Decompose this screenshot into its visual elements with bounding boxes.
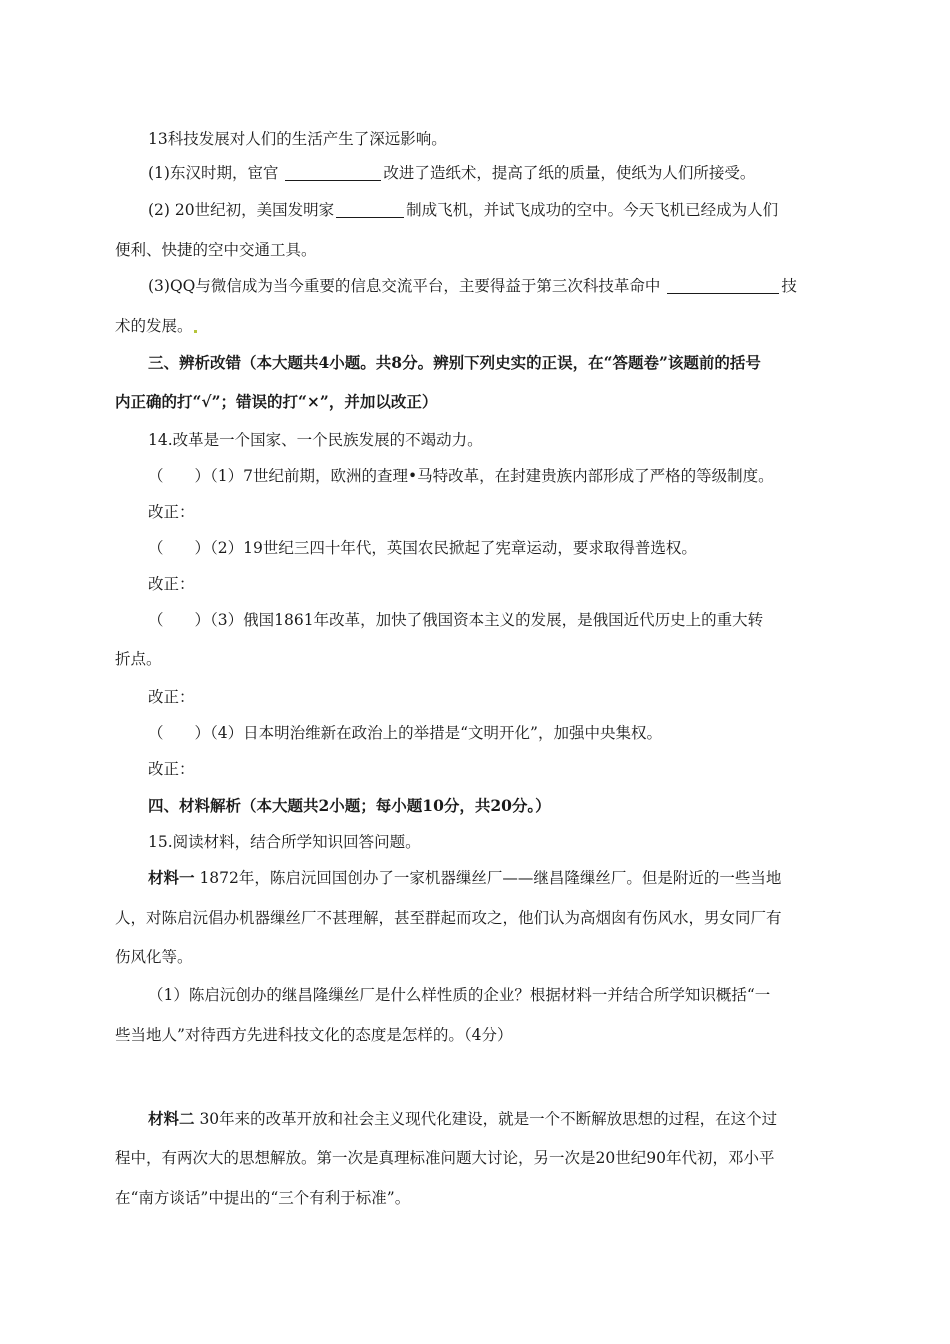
material2: 材料二 30年来的改革开放和社会主义现代化建设，就是一个不断解放思想的过程，在这个过 [148, 1109, 778, 1128]
material1-line3: 伤风化等。 [115, 948, 193, 966]
answer-blank[interactable] [336, 201, 404, 218]
section4-heading: 四、材料解析（本大题共2小题；每小题10分，共20分。） [148, 796, 551, 815]
q14-item2: （ ）（2）19世纪三四十年代，英国农民掀起了宪章运动，要求取得普选权。 [148, 539, 697, 557]
q13-stem: 13科技发展对人们的生活产生了深远影响。 [148, 130, 447, 148]
material2-label: 材料二 [148, 1109, 195, 1128]
q14-fix4: 改正： [148, 760, 195, 778]
section3-heading: 三、辨析改错（本大题共4小题。共8分。辨别下列史实的正误，在“答题卷”该题前的括号 [148, 353, 761, 372]
q14-item1: （ ）（1）7世纪前期，欧洲的查理•马特改革，在封建贵族内部形成了严格的等级制度。 [148, 467, 774, 485]
q14-stem: 14.改革是一个国家、一个民族发展的不竭动力。 [148, 431, 483, 449]
q15-stem: 15.阅读材料，结合所学知识回答问题。 [148, 833, 421, 851]
q15-sub1: （1）陈启沅创办的继昌隆缫丝厂是什么样性质的企业？根据材料一并结合所学知识概括“一 [148, 986, 771, 1004]
stray-dot [194, 330, 197, 333]
q14-fix2: 改正： [148, 575, 195, 593]
material1: 材料一 1872年，陈启沅回国创办了一家机器缫丝厂——继昌隆缫丝厂。但是附近的一些当地 [148, 868, 782, 887]
answer-bracket[interactable]: （ ） [148, 539, 211, 557]
answer-blank[interactable] [285, 164, 381, 181]
section3-heading-cont: 内正确的打“√”；错误的打“×”，并加以改正） [115, 392, 438, 411]
material2-line3: 在“南方谈话”中提出的“三个有利于标准”。 [115, 1189, 411, 1207]
q14-item4: （ ）（4）日本明治维新在政治上的举措是“文明开化”，加强中央集权。 [148, 724, 662, 742]
q13-part3: (3)QQ与微信成为当今重要的信息交流平台，主要得益于第三次科技革命中 技 [148, 277, 797, 295]
q13-part1: (1)东汉时期，宦官 改进了造纸术，提高了纸的质量，使纸为人们所接受。 [148, 164, 756, 182]
q14-item3: （ ）（3）俄国1861年改革，加快了俄国资本主义的发展，是俄国近代历史上的重大转 [148, 611, 764, 629]
answer-bracket[interactable]: （ ） [148, 611, 211, 629]
material1-line2: 人，对陈启沅倡办机器缫丝厂不甚理解，甚至群起而攻之，他们认为高烟囱有伤风水，男女同厂有 [115, 909, 782, 927]
q14-fix1: 改正： [148, 503, 195, 521]
q15-sub1-cont: 些当地人”对待西方先进科技文化的态度是怎样的。（4分） [115, 1026, 513, 1044]
answer-blank[interactable] [667, 277, 779, 294]
q13-part2: (2) 20世纪初，美国发明家 制成飞机，并试飞成功的空中。今天飞机已经成为人们 [148, 201, 779, 219]
material2-line2: 程中，有两次大的思想解放。第一次是真理标准问题大讨论，另一次是20世纪90年代初，邓小平 [115, 1149, 775, 1167]
q14-fix3: 改正： [148, 688, 195, 706]
answer-bracket[interactable]: （ ） [148, 467, 211, 485]
material1-label: 材料一 [148, 868, 195, 887]
q14-item3-cont: 折点。 [115, 650, 162, 668]
q13-part3-cont: 术的发展。 [115, 315, 840, 337]
q13-part2-cont: 便利、快捷的空中交通工具。 [115, 241, 317, 259]
answer-bracket[interactable]: （ ） [148, 724, 211, 742]
